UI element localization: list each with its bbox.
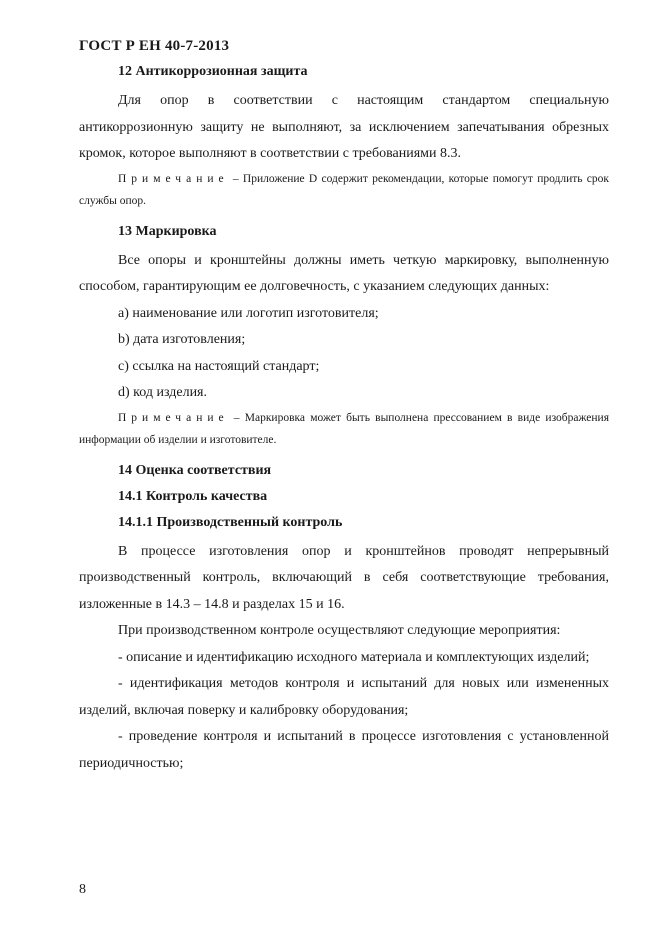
list-item: a) наименование или логотип изготовителя; [118,305,379,321]
bullet-item: - идентификация методов контроля и испытаний для новых или измененных изделий, включая поверку и калибровку оборудования; [79,676,609,718]
bullet-item: - проведение контроля и испытаний в процессе изготовления с установленной периодичностью; [79,729,609,771]
section-13-heading: 13 Маркировка [118,223,217,239]
section-14-1-1-heading: 14.1.1 Производственный контроль [118,514,343,530]
page-content [79,62,609,777]
note-text: – Приложение D содержит рекомендации, которые помогут продлить срок службы опор. [79,172,609,207]
note-text: – Маркировка может быть выполнена прессованием в виде изображения информации об изделии и изготовителе. [79,411,609,446]
list-item: c) ссылка на настоящий стандарт; [118,358,320,374]
section-14-1-heading: 14.1 Контроль качества [118,488,268,504]
list-item: b) дата изготовления; [118,332,246,347]
list-item: d) код изделия. [118,385,207,400]
bullet-item: - описание и идентификацию исходного материала и комплектующих изделий; [118,649,590,665]
section-14-paragraph-2: При производственном контроле осуществляют следующие мероприятия: [118,623,561,638]
section-14-paragraph-1: В процессе изготовления опор и кронштейнов проводят непрерывный производственный контроль, включающий в себя соответствующие требования, изложенные в 14.3 – 14.8 и разделах 15 и 16. [79,543,609,612]
page-number: 8 [79,882,86,897]
note-label: Примечание [118,172,229,185]
section-13-paragraph: Все опоры и кронштейны должны иметь четкую маркировку, выполненную способом, гарантирующим ее долговечность, с указанием следующих данных: [79,252,609,294]
section-12-paragraph: Для опор в соответствии с настоящим стандартом специальную антикоррозионную защиту не выполняют, за исключением запечатывания обрезных кромок, которое выполняют в соответствии с требованиями 8.3. [79,93,609,161]
section-12-heading: 12 Антикоррозионная защита [118,64,308,79]
section-12-note [79,168,609,212]
document-code-header: ГОСТ Р ЕН 40-7-2013 [79,38,230,54]
section-13-note [79,407,609,451]
section-14-heading: 14 Оценка соответствия [118,462,272,478]
note-label: Примечание [118,411,229,424]
